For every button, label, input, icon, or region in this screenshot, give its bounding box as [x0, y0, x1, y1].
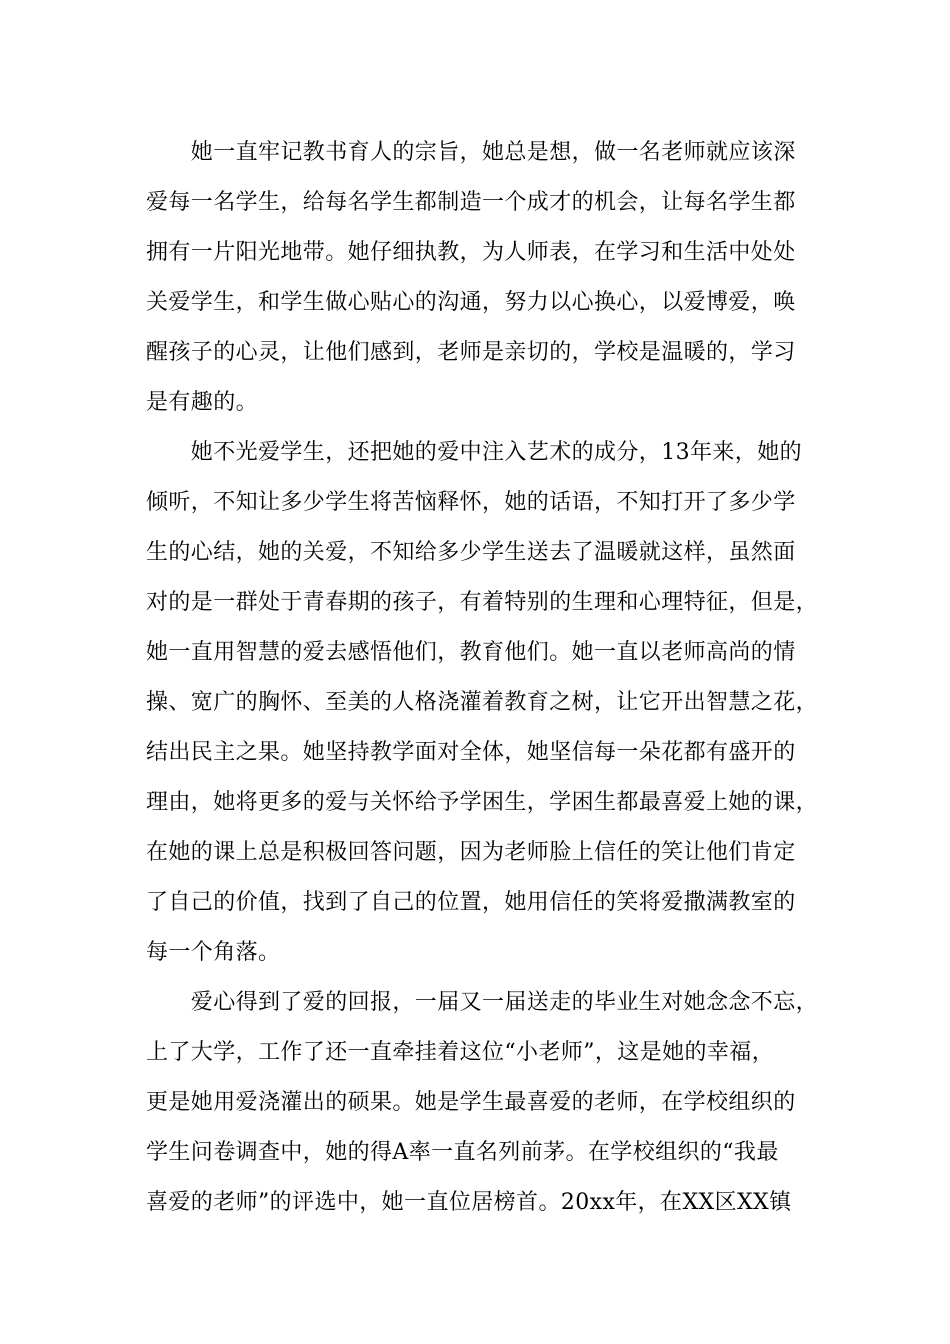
text-line: 喜爱的老师”的评选中，她一直位居榜首。20xx年，在XX区XX镇	[146, 1190, 792, 1215]
text-line: 学生问卷调查中，她的得A率一直名列前茅。在学校组织的“我最	[146, 1140, 779, 1165]
text-line: 生的心结，她的关爱，不知给多少学生送去了温暖就这样，虽然面	[146, 540, 796, 565]
text-line: 结出民主之果。她坚持教学面对全体，她坚信每一朵花都有盛开的	[146, 740, 796, 765]
text-line: 爱每一名学生，给每名学生都制造一个成才的机会，让每名学生都	[146, 190, 796, 215]
document-body	[146, 128, 826, 1228]
text-line: 更是她用爱浇灌出的硕果。她是学生最喜爱的老师，在学校组织的	[146, 1090, 796, 1115]
text-line: 她一直用智慧的爱去感悟他们，教育他们。她一直以老师高尚的情	[146, 640, 796, 665]
text-line: 倾听，不知让多少学生将苦恼释怀，她的话语，不知打开了多少学	[146, 490, 796, 515]
text-line: 是有趣的。	[146, 390, 259, 415]
paragraph-2	[146, 428, 826, 978]
text-line: 每一个角落。	[146, 940, 281, 965]
text-line: 她一直牢记教书育人的宗旨，她总是想，做一名老师就应该深	[146, 140, 796, 165]
text-line: 对的是一群处于青春期的孩子，有着特别的生理和心理特征，但是，	[146, 590, 819, 615]
text-line: 了自己的价值，找到了自己的位置，她用信任的笑将爱撒满教室的	[146, 890, 796, 915]
text-line: 上了大学，工作了还一直牵挂着这位“小老师”，这是她的幸福，	[146, 1040, 775, 1065]
text-line: 关爱学生，和学生做心贴心的沟通，努力以心换心，以爱博爱，唤	[146, 290, 796, 315]
paragraph-3	[146, 978, 826, 1228]
text-line: 拥有一片阳光地带。她仔细执教，为人师表，在学习和生活中处处	[146, 240, 796, 265]
text-line: 在她的课上总是积极回答问题，因为老师脸上信任的笑让他们肯定	[146, 840, 796, 865]
text-line: 操、宽广的胸怀、至美的人格浇灌着教育之树，让它开出智慧之花，	[146, 690, 819, 715]
text-line: 醒孩子的心灵，让他们感到，老师是亲切的，学校是温暖的，学习	[146, 340, 796, 365]
paragraph-1	[146, 128, 826, 428]
text-line: 爱心得到了爱的回报，一届又一届送走的毕业生对她念念不忘，	[146, 990, 819, 1015]
text-line: 理由，她将更多的爱与关怀给予学困生，学困生都最喜爱上她的课，	[146, 790, 819, 815]
text-line: 她不光爱学生，还把她的爱中注入艺术的成分，13年来，她的	[146, 440, 802, 465]
